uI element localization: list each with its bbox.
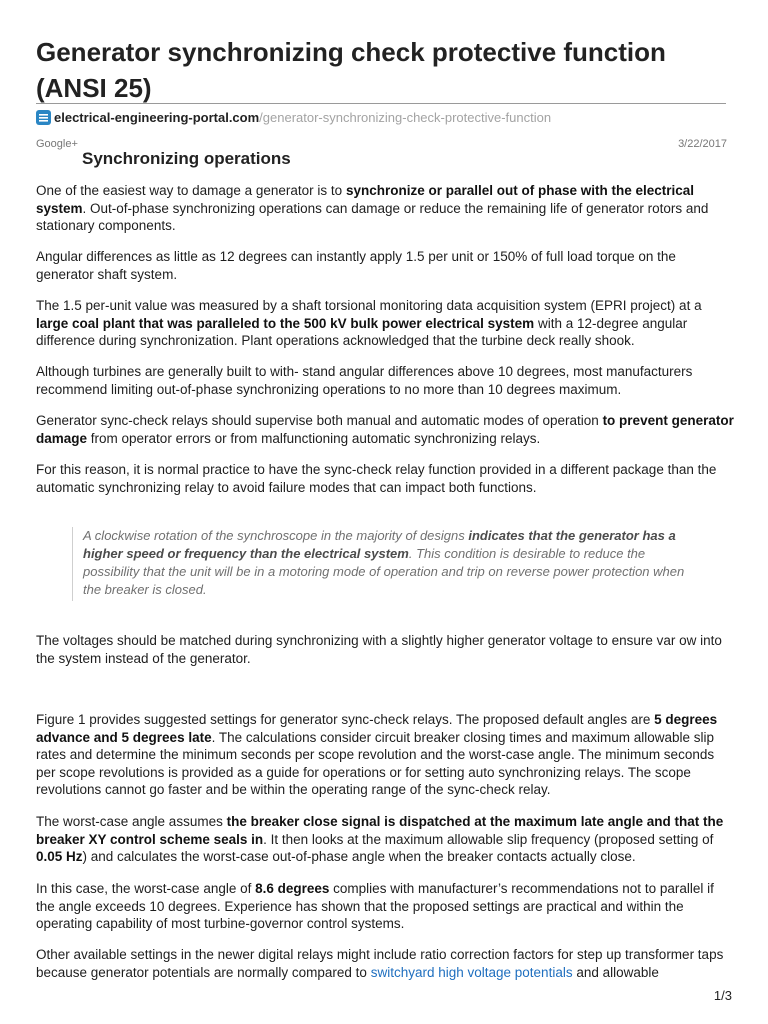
p9-text-a: The worst-case angle assumes bbox=[36, 814, 227, 829]
google-plus-label[interactable]: Google+ bbox=[36, 138, 78, 150]
p11-text-a: Other available settings in the newer digital relays might include ratio correction factors for step up transformer taps because generator potentials are normally compared to bbox=[36, 947, 724, 980]
page-title: Generator synchronizing check protective function (ANSI 25) bbox=[36, 37, 666, 103]
p8-text-c: . The calculations consider circuit breaker closing times and maximum allowable slip rates and determine the minimum seconds per scope revolution and the worst-case angle. The minimum seconds per scope revolutions is provided as a guide for operations or for setting auto synchronizing relays. The scope revolutions cannot go faster and be within the operating range of the sync-check relay. bbox=[36, 729, 715, 797]
section-heading: Synchronizing operations bbox=[82, 149, 291, 168]
source-path[interactable]: /generator-synchronizing-check-protective-function bbox=[259, 110, 552, 125]
switchyard-link[interactable]: switchyard high voltage potentials bbox=[370, 964, 573, 980]
p3-text-c: with a 12-degree angular difference during synchronization. Plant operations acknowledged that the turbine deck really shook. bbox=[36, 315, 688, 348]
paragraph-6 bbox=[36, 461, 734, 496]
p10-text-a: In this case, the worst-case angle of bbox=[36, 881, 256, 896]
p8-bold: 5 degrees advance and 5 degrees late bbox=[36, 712, 718, 745]
p8-text-a: Figure 1 provides suggested settings for generator sync-check relays. The proposed default angles are bbox=[36, 712, 655, 727]
p1-bold: synchronize or parallel out of phase with the electrical system bbox=[36, 183, 695, 216]
p7-text: The voltages should be matched during synchronizing with a slightly higher generator voltage to ensure var ow into the system instead of the generator. bbox=[36, 633, 722, 666]
quote-text bbox=[83, 527, 703, 599]
paragraph-1 bbox=[36, 182, 734, 235]
paragraph-3 bbox=[36, 297, 734, 350]
quote-text-c: . This condition is desirable to reduce the possibility that the unit will be in a motoring mode of operation and trip on reverse power protection when the breaker is closed. bbox=[83, 546, 685, 597]
paragraph-2 bbox=[36, 248, 734, 283]
paragraph-4 bbox=[36, 363, 734, 398]
p10-text-c: complies with manufacturer’s recommendations not to parallel if the angle exceeds 10 degrees. Experience has shown that the proposed settings are practical and within the operating capability of most turbine-governor control systems. bbox=[36, 881, 714, 931]
paragraph-9 bbox=[36, 813, 734, 866]
source-domain[interactable]: electrical-engineering-portal.com bbox=[54, 110, 260, 125]
p2-text: Angular differences as little as 12 degrees can instantly apply 1.5 per unit or 150% of full load torque on the generator shaft system. bbox=[36, 249, 676, 282]
p5-text-a: Generator sync-check relays should supervise both manual and automatic modes of operation bbox=[36, 413, 603, 428]
p11-text-c: and allowable bbox=[572, 964, 659, 980]
paragraph-7 bbox=[36, 632, 734, 667]
title-divider bbox=[36, 103, 726, 104]
source-line bbox=[36, 109, 736, 127]
paragraph-8 bbox=[36, 711, 734, 799]
p9-bold-d: 0.05 Hz bbox=[36, 849, 83, 864]
quote-text-a: A clockwise rotation of the synchroscope in the majority of designs bbox=[83, 528, 469, 543]
p9-text-c: . It then looks at the maximum allowable slip frequency (proposed setting of bbox=[263, 831, 714, 847]
p9-text-e: ) and calculates the worst-case out-of-phase angle when the breaker contacts actually close. bbox=[82, 849, 636, 864]
page-number: 1/3 bbox=[713, 988, 732, 1003]
p1-text-c: . Out-of-phase synchronizing operations can damage or reduce the remaining life of generator rotors and stationary components. bbox=[36, 200, 709, 233]
document-icon bbox=[36, 110, 51, 125]
blockquote bbox=[72, 527, 703, 601]
quote-bold: indicates that the generator has a higher speed or frequency than the electrical system bbox=[83, 528, 676, 561]
p5-bold: to prevent generator damage bbox=[36, 413, 734, 446]
publish-date: 3/22/2017 bbox=[678, 138, 727, 150]
p10-bold: 8.6 degrees bbox=[255, 881, 330, 896]
p5-text-c: from operator errors or from malfunctioning automatic synchronizing relays. bbox=[87, 430, 541, 446]
paragraph-10 bbox=[36, 880, 734, 933]
p9-bold-a: the breaker close signal is dispatched at the maximum late angle and that the breaker XY control scheme seals in bbox=[36, 814, 724, 847]
paragraph-5 bbox=[36, 412, 734, 447]
p3-text-a: The 1.5 per-unit value was measured by a shaft torsional monitoring data acquisition system (EPRI project) at a bbox=[36, 298, 702, 313]
p1-text-a: One of the easiest way to damage a generator is to bbox=[36, 183, 346, 198]
p4-text: Although turbines are generally built to with- stand angular differences above 10 degrees, most manufacturers recommend limiting out-of-phase synchronizing operations to no more than 10 degrees maximum. bbox=[36, 364, 693, 397]
p6-text: For this reason, it is normal practice to have the sync-check relay function provided in a different package than the automatic synchronizing relay to avoid failure modes that can impact both functions. bbox=[36, 462, 717, 495]
paragraph-11 bbox=[36, 946, 734, 981]
p3-bold: large coal plant that was paralleled to the 500 kV bulk power electrical system bbox=[36, 315, 535, 331]
